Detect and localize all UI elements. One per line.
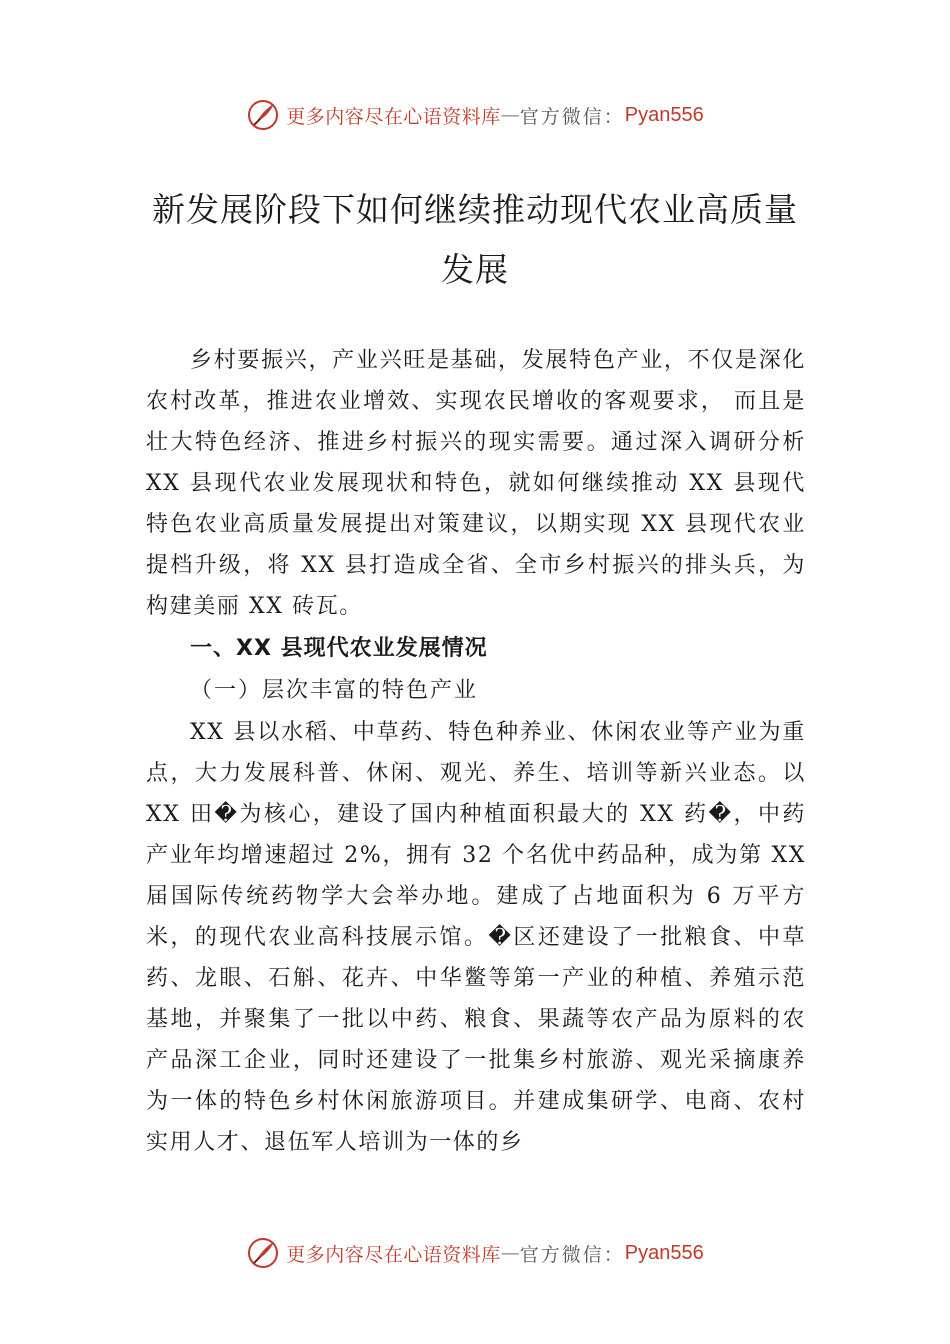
banner-separator: —	[500, 104, 520, 126]
header-watermark-banner	[0, 95, 950, 135]
banner-wechat-label: 官方微信：	[519, 105, 625, 128]
quill-logo-icon	[246, 98, 280, 132]
paragraph-intro: 乡村要振兴，产业兴旺是基础，发展特色产业，不仅是深化农村改革，推进农业增效、实现农民增收的客观要求， 而且是壮大特色经济、推进乡村振兴的现实需要。通过深入调研分析 XX 县现代农业发展现状和特色，就如何继续推动 XX 县现代特色农业高质量发展提出对策建议，以期实现 XX 县现代农业提档升级，将 XX 县打造成全省、全市乡村振兴的排头兵，为构建美丽 XX 砖瓦。	[146, 348, 806, 619]
banner-text: 更多内容尽在心语资料库	[286, 105, 501, 128]
banner-wechat-id: Pyan556	[624, 1241, 704, 1264]
document-title: 新发展阶段下如何继续推动现代农业高质量发展	[152, 190, 798, 289]
subsection-heading: （一）层次丰富的特色产业	[190, 678, 479, 703]
footer-watermark-banner	[0, 1233, 950, 1273]
quill-logo-icon	[246, 1236, 280, 1270]
paragraph-body: XX 县以水稻、中草药、特色种养业、休闲农业等产业为重点，大力发展科普、休闲、观光、养生、培训等新兴业态。以 XX 田�为核心，建设了国内种植面积最大的 XX 药�，中药产业年均增速超过 2%，拥有 32 个名优中药品种，成为第 XX 届国际传统药物学大会举办地。建成了占地面积为 6 万平方米，的现代农业高科技展示馆。�区还建设了一批粮食、中草药、龙眼、石斛、花卉、中华鳖等第一产业的种植、养殖示范基地，并聚集了一批以中药、粮食、果蔬等农产品为原料的农产品深工企业，同时还建设了一批集乡村旅游、观光采摘康养为一体的特色乡村休闲旅游项目。并建成集研学、电商、农村实用人才、退伍军人培训为一体的乡	[146, 720, 806, 1155]
section-heading: 一、XX 县现代农业发展情况	[190, 636, 488, 661]
banner-wechat-id: Pyan556	[624, 103, 704, 126]
banner-separator: —	[500, 1242, 520, 1264]
banner-wechat-label: 官方微信：	[519, 1243, 625, 1266]
banner-text: 更多内容尽在心语资料库	[286, 1243, 501, 1266]
